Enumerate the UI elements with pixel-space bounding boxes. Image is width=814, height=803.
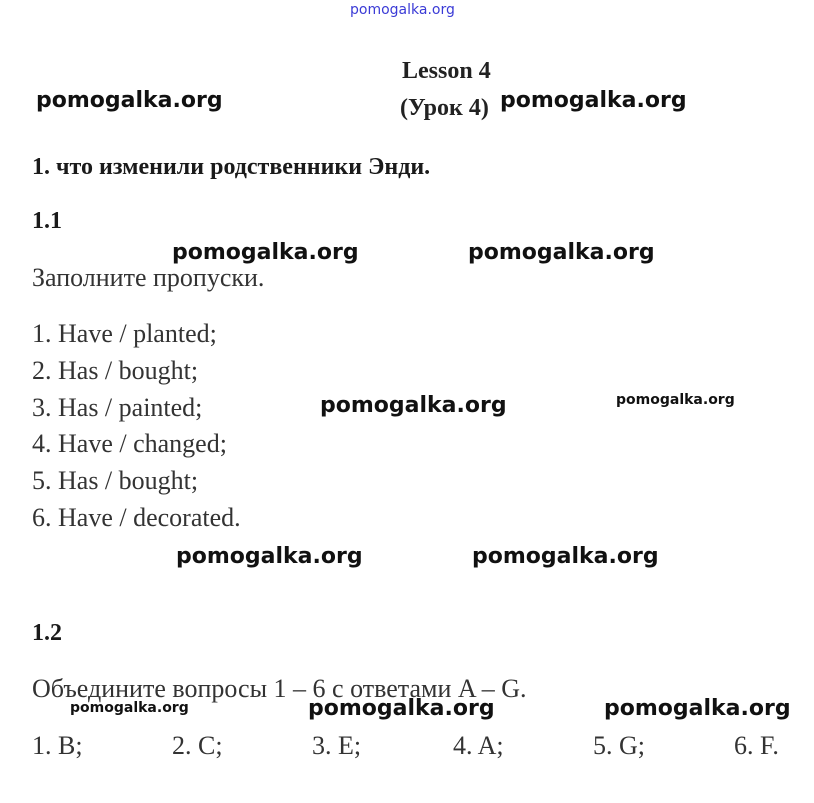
watermark: pomogalka.org	[500, 88, 687, 113]
answer-item: 4. A;	[453, 731, 504, 760]
answer-item: 3. E;	[312, 731, 362, 760]
fill-in-item: 3. Has / painted;	[32, 393, 203, 422]
fill-in-item: 4. Have / changed;	[32, 429, 227, 458]
fill-in-item: 6. Have / decorated.	[32, 503, 241, 532]
watermark: pomogalka.org	[468, 240, 655, 265]
section-1-1-instruction: Заполните пропуски.	[32, 263, 265, 292]
watermark: pomogalka.org	[604, 696, 791, 721]
answer-item: 6. F.	[734, 731, 779, 760]
fill-in-item: 2. Has / bought;	[32, 356, 199, 385]
fill-in-item: 1. Have / planted;	[32, 319, 217, 348]
watermark: pomogalka.org	[472, 544, 659, 569]
fill-in-item: 5. Has / bought;	[32, 466, 199, 495]
answer-item: 2. C;	[172, 731, 223, 760]
watermark: pomogalka.org	[176, 544, 363, 569]
lesson-title: Lesson 4	[402, 58, 491, 84]
watermark: pomogalka.org	[320, 393, 507, 418]
section-1-heading: 1. что изменили родственники Энди.	[32, 154, 431, 180]
section-1-1-number: 1.1	[32, 208, 62, 234]
watermark: pomogalka.org	[616, 392, 735, 408]
watermark: pomogalka.org	[308, 696, 495, 721]
answer-item: 1. B;	[32, 731, 83, 760]
section-1-2-instruction: Объедините вопросы 1 – 6 с ответами A – G.	[32, 674, 527, 703]
section-1-2-number: 1.2	[32, 620, 62, 646]
answer-item: 5. G;	[593, 731, 645, 760]
watermark: pomogalka.org	[172, 240, 359, 265]
watermark: pomogalka.org	[70, 700, 189, 716]
watermark: pomogalka.org	[36, 88, 223, 113]
lesson-subtitle: (Урок 4)	[400, 95, 489, 121]
top-watermark: pomogalka.org	[350, 2, 455, 18]
